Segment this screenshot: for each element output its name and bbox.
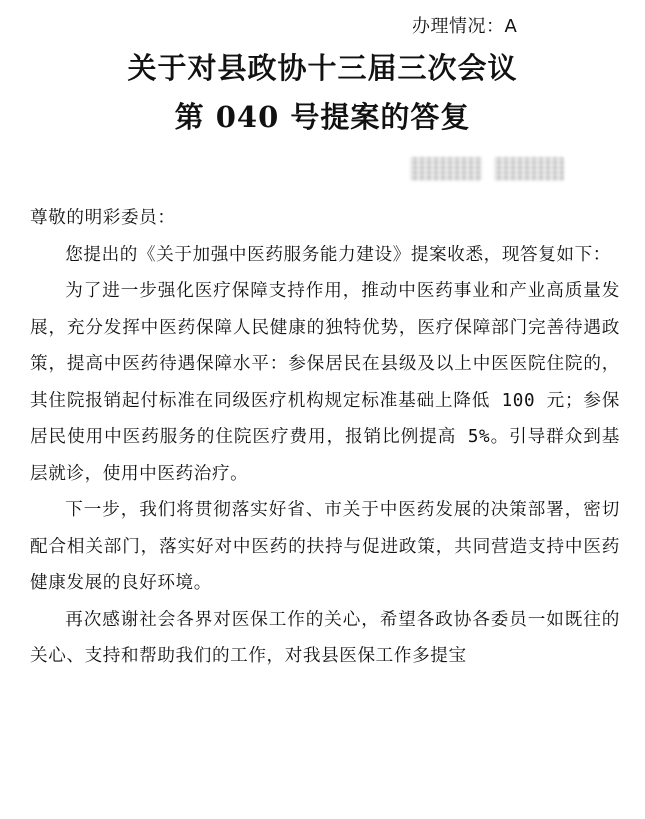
document-body (30, 200, 620, 675)
paragraph-policy: 为了进一步强化医疗保障支持作用，推动中医药事业和产业高质量发展，充分发挥中医药保障人民健康的独特优势，医疗保障部门完善待遇政策，提高中医药待遇保障水平：参保居民在县级及以上中医医院住院的，其住院报销起付标准在同级医疗机构规定标准基础上降低 100 元；参保居民使用中医药服务的住院医疗费用，报销比例提高 5%。引导群众到基层就诊，使用中医药治疗。 (30, 281, 620, 484)
paragraph-intro: 您提出的《关于加强中医药服务能力建设》提案收悉，现答复如下： (65, 244, 612, 265)
paragraph-next-steps: 下一步，我们将贯彻落实好省、市关于中医药发展的决策部署，密切配合相关部门，落实好对中医药的扶持与促进政策，共同营造支持中医药健康发展的良好环境。 (30, 500, 620, 593)
document-title-line-1: 关于对县政协十三届三次会议 (127, 51, 518, 85)
paragraph-thanks: 再次感谢社会各界对医保工作的关心，希望各政协各委员一如既往的关心、支持和帮助我们的工作，对我县医保工作多提宝 (30, 609, 620, 666)
document-title-line-2: 第 040 号提案的答复 (174, 100, 471, 134)
handling-status: 办理情况：A (412, 16, 518, 37)
redacted-date-block-2 (494, 157, 564, 181)
redacted-date-block (410, 157, 482, 181)
salutation: 尊敬的明彩委员： (30, 208, 176, 228)
